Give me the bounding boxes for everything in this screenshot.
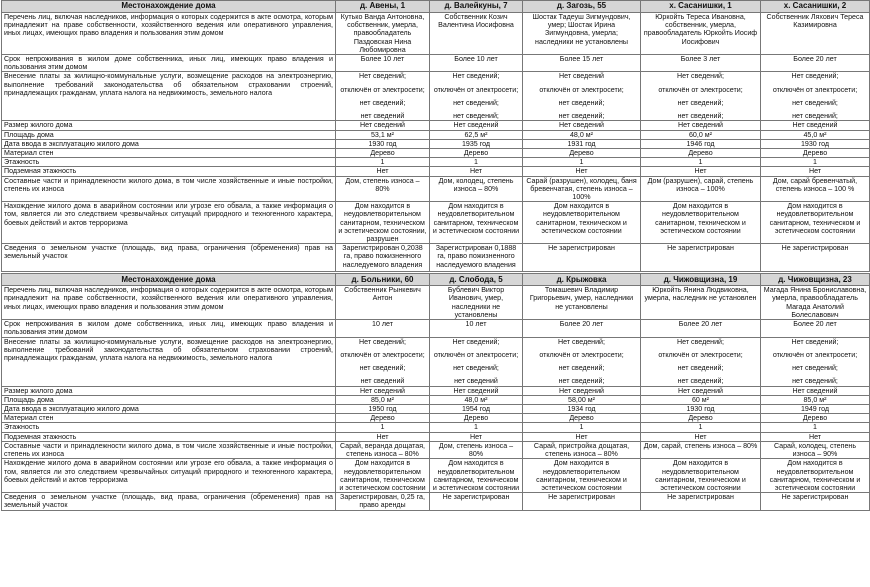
row-label: Нахождение жилого дома в аварийном состоянии или угрозе его обвала, а также информация о том, является ли это следствием чрезвычайных ситуаций природного и техногенного характера, боевых действий и актов терроризма: [2, 459, 336, 493]
table-row: [2, 286, 870, 320]
table-cell: 1: [523, 158, 641, 167]
table-cell: Более 20 лет: [761, 320, 870, 337]
header-row: [2, 274, 870, 286]
cell-line: нет сведений: [454, 377, 498, 386]
row-label: Дата ввода в эксплуатацию жилого дома: [2, 139, 336, 148]
table-cell: 1954 год: [430, 405, 523, 414]
column-header: д. Крыжовка: [523, 274, 641, 286]
table-row: [2, 337, 870, 386]
table-cell: 10 лет: [430, 320, 523, 337]
column-header: д. Больники, 60: [336, 274, 430, 286]
row-label: Подземная этажность: [2, 167, 336, 176]
table-cell: Зарегистрирован 0,2038 га, право пожизненного наследуемого владения: [336, 244, 430, 272]
table-row: [2, 167, 870, 176]
column-header: д. Авены, 1: [336, 1, 430, 13]
table-cell: 10 лет: [336, 320, 430, 337]
table-cell: 1: [430, 423, 523, 432]
table-cell: 85,0 м²: [336, 395, 430, 404]
table-cell: Собственник Ляхович Тереса Казимировна: [761, 13, 870, 55]
cell-line: нет сведений;: [453, 112, 499, 121]
cell-line: Нет сведений;: [359, 337, 406, 346]
cell-line: отключён от электросети;: [772, 85, 858, 94]
table-row: [2, 121, 870, 130]
cell-line: нет сведений;: [792, 364, 838, 373]
table-cell: Магада Янина Брониславовна, умерла, правообладатель Магада Анатолий Болеславович: [761, 286, 870, 320]
table-cell: Нет: [523, 432, 641, 441]
table-cell: Дерево: [761, 414, 870, 423]
table-cell: Дом (разрушен), сарай, степень износа – 100%: [641, 176, 761, 202]
cell-line: Нет сведений;: [791, 337, 839, 346]
table-cell: 1930 год: [641, 405, 761, 414]
table-cell: [761, 72, 870, 121]
table-cell: 60,0 м²: [641, 130, 761, 139]
table-cell: Томашевич Владимир Григорьевич, умер, наследники не установлены: [523, 286, 641, 320]
table-cell: Собственник Рынкевич Антон: [336, 286, 430, 320]
row-label: Размер жилого дома: [2, 386, 336, 395]
column-header: х. Сасанишки, 1: [641, 1, 761, 13]
table-row: [2, 493, 870, 510]
table-cell: 1: [761, 158, 870, 167]
table-cell: Нет сведений: [336, 386, 430, 395]
table-cell: Шостак Тадеуш Зигмундович, умер; Шостак Ирина Зигмундовна, умерла; наследники не установлены: [523, 13, 641, 55]
table-cell: Дом, степень износа – 80%: [430, 441, 523, 458]
table-cell: Дерево: [430, 414, 523, 423]
table-cell: [336, 72, 430, 121]
row-label: Сведения о земельном участке (площадь, вид права, ограничения (обременения) прав на земельный участок: [2, 244, 336, 272]
table-row: [2, 72, 870, 121]
cell-line: отключён от электросети;: [539, 85, 624, 94]
table-row: [2, 139, 870, 148]
table-row: [2, 13, 870, 55]
table-row: [2, 176, 870, 202]
table-cell: Нет: [641, 167, 761, 176]
cell-line: нет сведений;: [453, 98, 499, 107]
table-cell: Не зарегистрирован: [523, 493, 641, 510]
table-row: [2, 441, 870, 458]
houses-table-1: [1, 0, 870, 272]
table-cell: Более 3 лет: [641, 55, 761, 72]
table-cell: 1934 год: [523, 405, 641, 414]
cell-line: отключён от электросети;: [433, 85, 519, 94]
table-cell: Нет сведений: [523, 121, 641, 130]
column-header: д. Чижовщизна, 23: [761, 274, 870, 286]
table-row: [2, 130, 870, 139]
table-cell: 1930 год: [761, 139, 870, 148]
table-row: [2, 158, 870, 167]
table-row: [2, 459, 870, 493]
table-cell: Сарай, пристройка дощатая, степень износа – 80%: [523, 441, 641, 458]
table-cell: Нет сведений: [523, 386, 641, 395]
cell-line: нет сведений;: [558, 112, 605, 121]
row-label: Материал стен: [2, 149, 336, 158]
table-row: [2, 320, 870, 337]
row-label: Этажность: [2, 423, 336, 432]
row-label: Составные части и принадлежности жилого дома, в том числе хозяйственные и иные постройки, степень их износа: [2, 441, 336, 458]
table-cell: Кутько Ванда Антоновна, собственник, умерла, правообладатель Паздовская Нина Любомировна: [336, 13, 430, 55]
column-header: д. Чижовщизна, 19: [641, 274, 761, 286]
cell-line: нет сведений;: [453, 364, 499, 373]
table-cell: Более 20 лет: [523, 320, 641, 337]
table-cell: Нет сведений: [430, 121, 523, 130]
row-label: Срок непроживания в жилом доме собственника, иных лиц, имеющих право владения и пользования этим домом: [2, 320, 336, 337]
column-header: д. Слобода, 5: [430, 274, 523, 286]
table-cell: 1946 год: [641, 139, 761, 148]
table-cell: 1949 год: [761, 405, 870, 414]
table-cell: Более 20 лет: [761, 55, 870, 72]
row-label: Внесение платы за жилищно-коммунальные услуги, возмещение расходов на электроэнергию, выполнение требований законодательства об обязательном страховании строений, принадлежащих гражданам, уплата налога на недвижимость, земельного налога: [2, 337, 336, 386]
table-cell: Нет: [430, 167, 523, 176]
table-row: [2, 55, 870, 72]
table-cell: Дом находится в неудовлетворительном санитарном, техническом и эстетическом состоянии, разрушен: [336, 202, 430, 244]
table-row: [2, 149, 870, 158]
cell-line: Нет сведений;: [677, 337, 724, 346]
row-label: Перечень лиц, включая наследников, информация о которых содержится в акте осмотра, которым принадлежит на праве собственности, хозяйственного ведения или оперативного управления, иных лицах, имеющих право владения и пользования этим домом: [2, 286, 336, 320]
cell-line: Нет сведений;: [558, 337, 605, 346]
table-cell: [761, 337, 870, 386]
table-cell: 1: [336, 423, 430, 432]
table-cell: Дом находится в неудовлетворительном санитарном, техническом и эстетическом состоянии: [523, 459, 641, 493]
row-label: Срок непроживания в жилом доме собственника, иных лиц, имеющих право владения и пользования этим домом: [2, 55, 336, 72]
table-cell: Дом, степень износа – 80%: [336, 176, 430, 202]
table-cell: 1931 год: [523, 139, 641, 148]
table-cell: Бублевич Виктор Иванович, умер, наследники не установлены: [430, 286, 523, 320]
table-cell: Нет сведений: [430, 386, 523, 395]
table-cell: Дом находится в неудовлетворительном санитарном, техническом и эстетическом состоянии: [523, 202, 641, 244]
row-label: Дата ввода в эксплуатацию жилого дома: [2, 405, 336, 414]
cell-line: отключён от электросети;: [772, 350, 858, 359]
table-cell: 1930 год: [336, 139, 430, 148]
table-cell: Юркойть Янина Людвиковна, умерла, наследник не установлен: [641, 286, 761, 320]
table-row: [2, 202, 870, 244]
table-cell: [641, 72, 761, 121]
table-cell: Более 15 лет: [523, 55, 641, 72]
table-row: [2, 414, 870, 423]
table-cell: Дерево: [641, 414, 761, 423]
table-cell: Не зарегистрирован: [430, 493, 523, 510]
cell-line: отключён от электросети;: [539, 350, 624, 359]
table-cell: Не зарегистрирован: [523, 244, 641, 272]
table-cell: 1: [336, 158, 430, 167]
column-header: х. Сасанишки, 2: [761, 1, 870, 13]
cell-line: Нет сведений;: [452, 337, 500, 346]
table-row: [2, 395, 870, 404]
cell-line: Нет сведений;: [452, 72, 500, 81]
cell-line: нет сведений;: [359, 98, 406, 107]
table-cell: 1: [641, 158, 761, 167]
column-header: д. Валейкуны, 7: [430, 1, 523, 13]
table-cell: Нет: [641, 432, 761, 441]
table-cell: Дом находится в неудовлетворительном санитарном, техническом и эстетическом состоянии: [336, 459, 430, 493]
cell-line: нет сведений;: [677, 112, 724, 121]
table-cell: 45,0 м²: [761, 130, 870, 139]
table-cell: 1: [430, 158, 523, 167]
table-cell: Зарегистрирован 0,1888 га, право пожизненного наследуемого владения: [430, 244, 523, 272]
table-row: [2, 423, 870, 432]
table-cell: Юркойть Тереса Ивановна, собственник, умерла, правообладатель Юркойть Иосиф Иосифович: [641, 13, 761, 55]
table-cell: [336, 337, 430, 386]
table-cell: Нет: [336, 432, 430, 441]
table-cell: Нет сведений: [761, 386, 870, 395]
table-cell: Нет: [430, 432, 523, 441]
cell-line: нет сведений;: [359, 364, 406, 373]
table-cell: [523, 72, 641, 121]
table-cell: Дом находится в неудовлетворительном санитарном, техническом и эстетическом состоянии: [761, 459, 870, 493]
table-cell: Дерево: [523, 414, 641, 423]
table-cell: 48,0 м²: [523, 130, 641, 139]
cell-line: отключён от электросети;: [433, 350, 519, 359]
table-cell: Нет сведений: [641, 121, 761, 130]
table-cell: 58,00 м²: [523, 395, 641, 404]
table-cell: 62,5 м²: [430, 130, 523, 139]
row-label: Подземная этажность: [2, 432, 336, 441]
cell-line: отключён от электросети;: [340, 350, 425, 359]
table-cell: Нет: [523, 167, 641, 176]
cell-line: нет сведений;: [792, 112, 838, 121]
table-cell: Дом, сарай бревенчатый, степень износа – 100 %: [761, 176, 870, 202]
header-row: [2, 1, 870, 13]
table-cell: Дом находится в неудовлетворительном санитарном, техническом и эстетическом состоянии: [641, 459, 761, 493]
table-cell: [430, 72, 523, 121]
table-cell: Сарай (разрушен), колодец, баня бревенчатая, степень износа – 100%: [523, 176, 641, 202]
table-cell: Дом находится в неудовлетворительном санитарном, техническом и эстетическом состоянии: [761, 202, 870, 244]
table-cell: [523, 337, 641, 386]
row-label: Составные части и принадлежности жилого дома, в том числе хозяйственные и иные постройки, степень их износа: [2, 176, 336, 202]
row-label: Площадь дома: [2, 395, 336, 404]
table-cell: 1: [761, 423, 870, 432]
header-label: Местонахождение дома: [2, 274, 336, 286]
table-cell: Нет сведений: [641, 386, 761, 395]
table-cell: Дерево: [523, 149, 641, 158]
table-cell: Более 10 лет: [336, 55, 430, 72]
cell-line: нет сведений;: [558, 377, 605, 386]
table-cell: Собственник Козич Валентина Иосифовна: [430, 13, 523, 55]
table-cell: Не зарегистрирован: [761, 244, 870, 272]
cell-line: нет сведений;: [558, 364, 605, 373]
cell-line: Нет сведений;: [677, 72, 724, 81]
houses-table-2: [1, 273, 870, 510]
row-label: Нахождение жилого дома в аварийном состоянии или угрозе его обвала, а также информация о том, является ли это следствием чрезвычайных ситуаций природного и техногенного характера, боевых действий и актов терроризма: [2, 202, 336, 244]
table-cell: Дерево: [641, 149, 761, 158]
table-row: [2, 244, 870, 272]
table-row: [2, 432, 870, 441]
table-cell: Более 10 лет: [430, 55, 523, 72]
column-header: д. Загозь, 55: [523, 1, 641, 13]
row-label: Сведения о земельном участке (площадь, вид права, ограничения (обременения) прав на земельный участок: [2, 493, 336, 510]
table-cell: Нет: [761, 167, 870, 176]
table-cell: Более 20 лет: [641, 320, 761, 337]
table-cell: Дерево: [336, 149, 430, 158]
table-cell: 48,0 м²: [430, 395, 523, 404]
cell-line: отключён от электросети;: [658, 350, 743, 359]
row-label: Площадь дома: [2, 130, 336, 139]
table-cell: [430, 337, 523, 386]
cell-line: Нет сведений: [558, 72, 604, 81]
table-cell: Дерево: [430, 149, 523, 158]
table-cell: Сарай, колодец, степень износа – 90%: [761, 441, 870, 458]
cell-line: нет сведений;: [792, 377, 838, 386]
table-cell: Не зарегистрирован: [761, 493, 870, 510]
table-row: [2, 405, 870, 414]
header-label: Местонахождение дома: [2, 1, 336, 13]
table-cell: Не зарегистрирован: [641, 244, 761, 272]
table-cell: 1: [641, 423, 761, 432]
table-cell: Дерево: [761, 149, 870, 158]
table-cell: Дом, колодец, степень износа – 80%: [430, 176, 523, 202]
table-row: [2, 386, 870, 395]
cell-line: нет сведений;: [677, 364, 724, 373]
row-label: Размер жилого дома: [2, 121, 336, 130]
table-cell: Нет: [761, 432, 870, 441]
cell-line: нет сведений;: [558, 98, 605, 107]
table-cell: 53,1 м²: [336, 130, 430, 139]
table-cell: Сарай, веранда дощатая, степень износа – 80%: [336, 441, 430, 458]
table-cell: Дерево: [336, 414, 430, 423]
row-label: Перечень лиц, включая наследников, информация о которых содержится в акте осмотра, которым принадлежит на праве собственности, хозяйственного ведения или оперативного управления, иных лицах, имеющих право владения и пользования этим домом: [2, 13, 336, 55]
cell-line: нет сведений: [360, 377, 405, 386]
table-cell: Нет сведений: [336, 121, 430, 130]
cell-line: Нет сведений;: [791, 72, 839, 81]
table-cell: 1935 год: [430, 139, 523, 148]
cell-line: нет сведений;: [677, 98, 724, 107]
row-label: Этажность: [2, 158, 336, 167]
cell-line: нет сведений: [360, 112, 405, 121]
table-cell: Нет сведений: [761, 121, 870, 130]
table-cell: Зарегистрирован, 0,25 га, право аренды: [336, 493, 430, 510]
table-cell: 1: [523, 423, 641, 432]
table-cell: Дом, сарай, степень износа – 80%: [641, 441, 761, 458]
table-cell: Не зарегистрирован: [641, 493, 761, 510]
cell-line: нет сведений;: [792, 98, 838, 107]
table-cell: Дом находится в неудовлетворительном санитарном, техническом и эстетическом состоянии: [641, 202, 761, 244]
cell-line: нет сведений;: [677, 377, 724, 386]
table-cell: [641, 337, 761, 386]
table-cell: 1950 год: [336, 405, 430, 414]
cell-line: отключён от электросети;: [658, 85, 743, 94]
table-cell: Дом находится в неудовлетворительном санитарном, техническом и эстетическом состоянии: [430, 459, 523, 493]
table-cell: 85,0 м²: [761, 395, 870, 404]
cell-line: Нет сведений;: [359, 72, 406, 81]
table-cell: Дом находится в неудовлетворительном санитарном, техническом и эстетическом состоянии: [430, 202, 523, 244]
row-label: Внесение платы за жилищно-коммунальные услуги, возмещение расходов на электроэнергию, выполнение требований законодательства об обязательном страховании строений, принадлежащих гражданам, уплата налога на недвижимость, земельного налога: [2, 72, 336, 121]
cell-line: отключён от электросети;: [340, 85, 425, 94]
row-label: Материал стен: [2, 414, 336, 423]
table-cell: 60 м²: [641, 395, 761, 404]
table-cell: Нет: [336, 167, 430, 176]
